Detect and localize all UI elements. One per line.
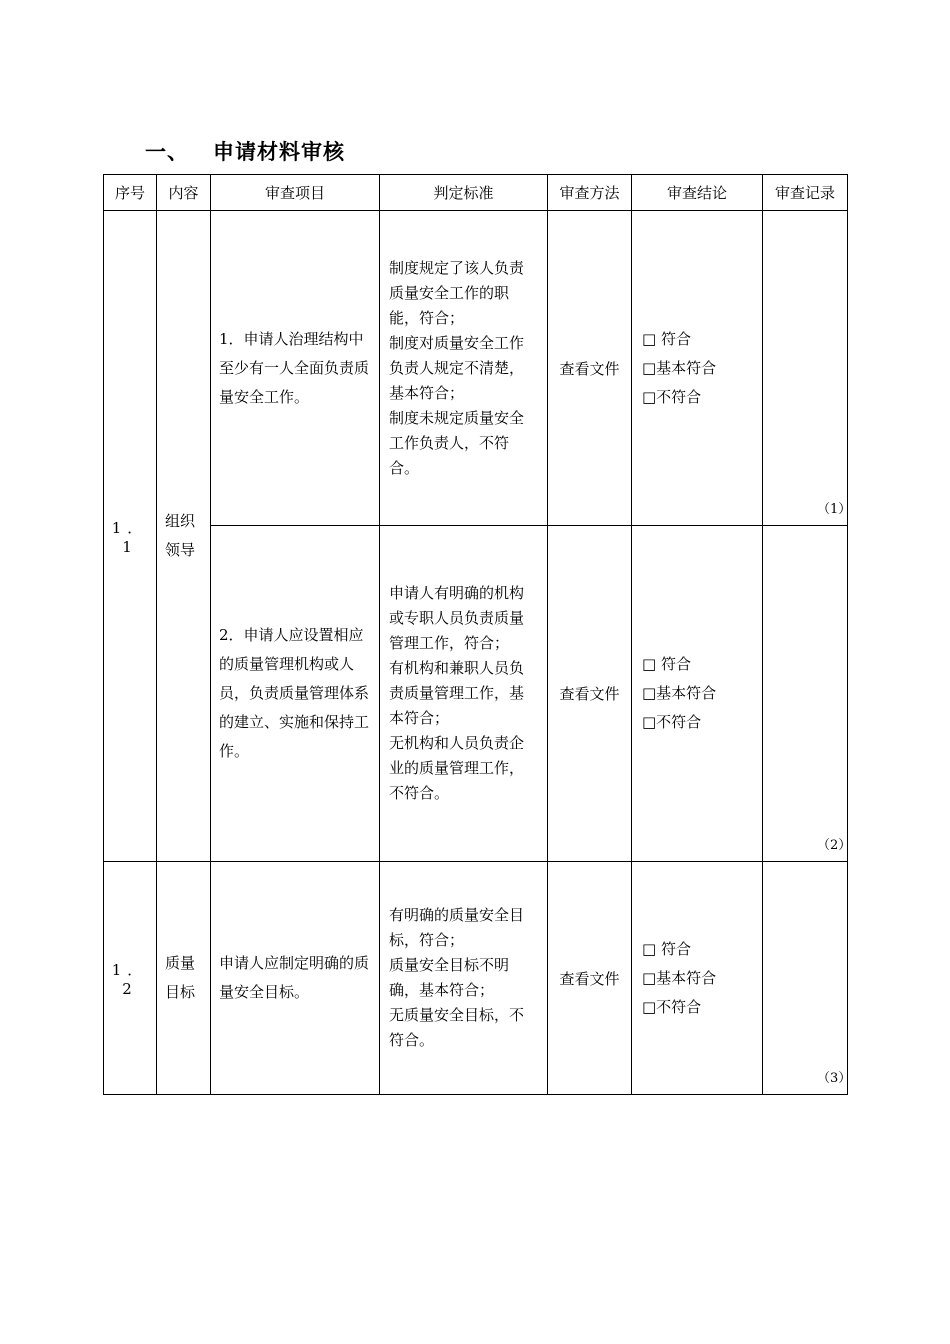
option-basic-conform[interactable]: □基本符合: [642, 358, 717, 377]
criteria-line: 申请人有明确的机构或专职人员负责质量管理工作，符合；: [389, 584, 525, 652]
conclusion-cell: [632, 211, 763, 526]
audit-table: [103, 174, 852, 1095]
record-cell: [763, 211, 852, 526]
record-number: （3）: [817, 1071, 852, 1086]
header-criteria: 判定标准: [380, 175, 548, 211]
criteria-cell: [380, 211, 548, 526]
criteria-line: 质量安全目标不明确，基本符合；: [389, 956, 510, 999]
record-number: （1）: [817, 502, 852, 517]
criteria-cell: [380, 526, 548, 862]
record-number: （2）: [817, 838, 852, 853]
header-item: 审查项目: [211, 175, 380, 211]
item-text: 2．申请人应设置相应的质量管理机构或人员，负责质量管理体系的建立、实施和保持工作。: [219, 626, 370, 760]
table-row: [104, 526, 848, 862]
method-cell: 查看文件: [548, 862, 632, 1095]
header-record: 审查记录: [763, 175, 848, 211]
conclusion-cell: [632, 862, 763, 1095]
section-number: 一、: [145, 140, 189, 164]
criteria-cell: [380, 862, 548, 1095]
option-basic-conform[interactable]: □基本符合: [642, 684, 717, 702]
criteria-line: 制度规定了该人负责质量安全工作的职能，符合；: [389, 258, 525, 327]
method-cell: 查看文件: [548, 211, 632, 526]
criteria-line: 有机构和兼职人员负责质量管理工作，基本符合；: [389, 659, 525, 727]
criteria-line: 有明确的质量安全目标，符合；: [389, 906, 525, 949]
item-cell: [211, 211, 380, 526]
section-title: 申请材料审核: [213, 140, 345, 164]
criteria-line: 无质量安全目标，不符合。: [389, 1006, 525, 1049]
option-conform[interactable]: □ 符合: [642, 655, 691, 673]
table-row: [104, 211, 848, 526]
seq-cell: 1．1: [104, 211, 157, 862]
option-conform[interactable]: □ 符合: [642, 939, 691, 958]
method-cell: 查看文件: [548, 526, 632, 862]
criteria-line: 制度对质量安全工作负责人规定不清楚，基本符合；: [389, 333, 525, 402]
table-row: [104, 862, 848, 1095]
header-conclusion: 审查结论: [632, 175, 763, 211]
header-content: 内容: [157, 175, 211, 211]
item-cell: [211, 862, 380, 1095]
header-row: [104, 175, 848, 211]
option-nonconform[interactable]: □不符合: [642, 387, 702, 406]
header-method: 审查方法: [548, 175, 632, 211]
item-text: 申请人应制定明确的质量安全目标。: [219, 954, 370, 1001]
header-seq: 序号: [104, 175, 157, 211]
option-nonconform[interactable]: □不符合: [642, 713, 702, 731]
criteria-line: 制度未规定质量安全工作负责人，不符合。: [389, 408, 525, 477]
option-conform[interactable]: □ 符合: [642, 329, 691, 348]
item-text: 1．申请人治理结构中至少有一人全面负责质量安全工作。: [219, 329, 370, 406]
section-heading: [145, 136, 345, 166]
conclusion-cell: [632, 526, 763, 862]
record-cell: [763, 526, 852, 862]
content-cell: 组织领导: [157, 211, 211, 862]
content-cell: 质量目标: [157, 862, 211, 1095]
option-nonconform[interactable]: □不符合: [642, 997, 702, 1016]
record-cell: [763, 862, 852, 1095]
criteria-line: 无机构和人员负责企业的质量管理工作，不符合。: [389, 734, 525, 802]
seq-cell: 1．2: [104, 862, 157, 1095]
item-cell: [211, 526, 380, 862]
option-basic-conform[interactable]: □基本符合: [642, 968, 717, 987]
